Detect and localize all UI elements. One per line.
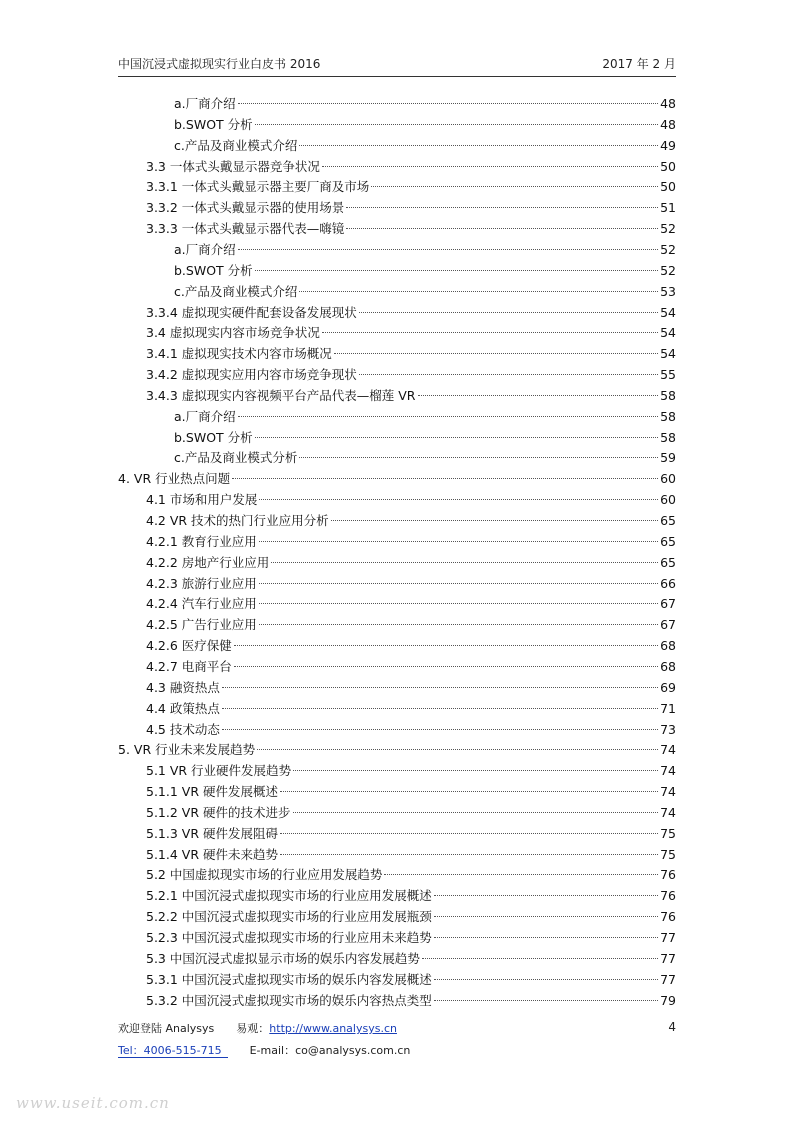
toc-entry-page: 54 [660, 304, 676, 320]
toc-entry-page: 75 [660, 825, 676, 841]
toc-entry[interactable] [146, 303, 676, 323]
toc-entry[interactable] [146, 991, 676, 1011]
toc-dot-leader [331, 520, 659, 521]
toc-dot-leader [299, 145, 658, 146]
toc-entry-page: 50 [660, 158, 676, 174]
toc-entry-page: 71 [660, 700, 676, 716]
toc-entry-title: 3.3.3 一体式头戴显示器代表—嗨镜 [146, 221, 345, 237]
toc-dot-leader [259, 603, 658, 604]
toc-dot-leader [299, 291, 658, 292]
toc-entry[interactable] [146, 511, 676, 531]
toc-entry-page: 52 [660, 221, 676, 237]
toc-entry-title: 5.2.1 中国沉浸式虚拟现实市场的行业应用发展概述 [146, 888, 432, 904]
toc-dot-leader [346, 207, 658, 208]
toc-entry[interactable] [146, 928, 676, 948]
toc-entry-page: 48 [660, 96, 676, 111]
toc-dot-leader [259, 499, 658, 500]
footer-line-2 [118, 1042, 410, 1058]
toc-entry[interactable] [146, 219, 676, 239]
toc-dot-leader [257, 749, 658, 750]
toc-entry[interactable] [146, 720, 676, 740]
toc-entry-title: a.厂商介绍 [174, 408, 236, 424]
toc-entry-page: 74 [660, 763, 676, 779]
toc-entry-page: 58 [660, 387, 676, 403]
toc-entry-title: 5.3 中国沉浸式虚拟显示市场的娱乐内容发展趋势 [146, 950, 420, 966]
toc-dot-leader [434, 937, 658, 938]
toc-entry-title: 4.2.3 旅游行业应用 [146, 575, 257, 591]
toc-entry-page: 65 [660, 513, 676, 528]
toc-entry[interactable] [146, 344, 676, 364]
toc-dot-leader [384, 874, 658, 875]
toc-dot-leader [293, 770, 658, 771]
toc-dot-leader [418, 395, 659, 396]
toc-entry-page: 48 [660, 116, 676, 132]
toc-dot-leader [434, 979, 658, 980]
toc-dot-leader [322, 166, 658, 167]
toc-entry-page: 53 [660, 283, 676, 299]
toc-entry-title: b.SWOT 分析 [174, 429, 253, 445]
toc-dot-leader [271, 562, 658, 563]
toc-entry[interactable] [174, 428, 676, 448]
toc-dot-leader [371, 186, 658, 187]
toc-entry[interactable] [118, 469, 676, 489]
toc-entry-title: 3.4.2 虚拟现实应用内容市场竞争现状 [146, 367, 357, 383]
toc-entry-title: 4.2.2 房地产行业应用 [146, 554, 270, 570]
toc-entry[interactable] [146, 574, 676, 594]
toc-dot-leader [299, 457, 658, 458]
toc-entry-title: 4.2.6 医疗保健 [146, 638, 232, 654]
toc-entry-page: 76 [660, 867, 676, 883]
toc-entry-title: 3.4.3 虚拟现实内容视频平台产品代表—榴莲 VR [146, 387, 416, 403]
toc-dot-leader [434, 916, 658, 917]
toc-dot-leader [346, 228, 658, 229]
toc-dot-leader [359, 312, 658, 313]
toc-dot-leader [222, 729, 658, 730]
toc-entry-title: 4.5 技术动态 [146, 721, 220, 737]
watermark: www.useit.com.cn [16, 1094, 170, 1112]
page-number: 4 [668, 1020, 676, 1034]
toc-entry-page: 66 [660, 575, 676, 591]
toc-entry[interactable] [146, 970, 676, 990]
toc-dot-leader [434, 895, 658, 896]
header-rule [118, 76, 676, 77]
page-header [118, 55, 676, 75]
toc-entry-page: 77 [660, 930, 676, 945]
toc-entry[interactable] [174, 261, 676, 281]
toc-entry[interactable] [146, 553, 676, 573]
toc-entry[interactable] [146, 157, 676, 177]
toc-entry[interactable] [174, 240, 676, 260]
toc-dot-leader [238, 103, 658, 104]
toc-entry-page: 55 [660, 367, 676, 383]
footer-line-1 [118, 1020, 397, 1036]
toc-entry-title: 4.1 市场和用户发展 [146, 492, 258, 508]
toc-entry-page: 75 [660, 846, 676, 862]
toc-entry[interactable] [146, 594, 676, 614]
document-title: 中国沉浸式虚拟现实行业白皮书 2016 [118, 57, 321, 71]
toc-entry-page: 65 [660, 554, 676, 570]
toc-entry[interactable] [174, 282, 676, 302]
toc-entry-page: 67 [660, 596, 676, 612]
toc-entry-title: 4.2.5 广告行业应用 [146, 617, 257, 633]
toc-entry[interactable] [146, 198, 676, 218]
toc-entry-title: c.产品及商业模式介绍 [174, 137, 298, 153]
toc-entry-title: a.厂商介绍 [174, 96, 236, 111]
toc-entry-title: 4. VR 行业热点问题 [118, 471, 231, 487]
toc-entry-page: 68 [660, 638, 676, 654]
toc-entry[interactable] [118, 740, 676, 760]
toc-entry-page: 58 [660, 408, 676, 424]
toc-entry-page: 76 [660, 888, 676, 904]
toc-entry[interactable] [146, 761, 676, 781]
toc-dot-leader [434, 1000, 658, 1001]
toc-dot-leader [280, 791, 658, 792]
toc-dot-leader [259, 624, 658, 625]
toc-entry-title: 5.1 VR 行业硬件发展趋势 [146, 763, 292, 779]
toc-entry-page: 74 [660, 742, 676, 758]
toc-entry[interactable] [146, 532, 676, 552]
toc-entry-title: 3.3 一体式头戴显示器竞争状况 [146, 158, 320, 174]
toc-entry-page: 73 [660, 721, 676, 737]
toc-entry-title: b.SWOT 分析 [174, 262, 253, 278]
toc-entry[interactable] [174, 94, 676, 114]
toc-dot-leader [238, 416, 658, 417]
toc-entry-title: 5.1.2 VR 硬件的技术进步 [146, 804, 291, 820]
footer-tel[interactable]: Tel：4006-515-715 [118, 1044, 228, 1058]
toc-entry-page: 74 [660, 804, 676, 820]
toc-entry[interactable] [174, 407, 676, 427]
toc-entry[interactable] [146, 657, 676, 677]
toc-entry[interactable] [146, 386, 676, 406]
toc-entry-page: 49 [660, 137, 676, 153]
toc-entry[interactable] [146, 907, 676, 927]
toc-entry-page: 65 [660, 533, 676, 549]
toc-entry-title: 5.1.3 VR 硬件发展阻碍 [146, 825, 278, 841]
toc-dot-leader [422, 958, 658, 959]
toc-entry-title: b.SWOT 分析 [174, 116, 253, 132]
toc-entry[interactable] [146, 865, 676, 885]
toc-dot-leader [234, 666, 658, 667]
toc-entry-title: c.产品及商业模式介绍 [174, 283, 298, 299]
toc-entry[interactable] [146, 678, 676, 698]
footer-email[interactable]: E-mail：co@analysys.com.cn [249, 1044, 411, 1057]
toc-entry-title: 5.3.1 中国沉浸式虚拟现实市场的娱乐内容发展概述 [146, 971, 432, 987]
toc-entry-page: 77 [660, 950, 676, 966]
toc-entry[interactable] [146, 615, 676, 635]
toc-entry-page: 59 [660, 450, 676, 466]
toc-entry-title: 5.1.4 VR 硬件未来趋势 [146, 846, 278, 862]
toc-entry[interactable] [146, 886, 676, 906]
toc-entry[interactable] [146, 636, 676, 656]
toc-dot-leader [334, 353, 658, 354]
toc-entry-title: a.厂商介绍 [174, 241, 236, 257]
toc-entry[interactable] [174, 136, 676, 156]
toc-entry-page: 58 [660, 429, 676, 445]
toc-dot-leader [255, 124, 658, 125]
toc-entry-title: 3.4 虚拟现实内容市场竞争状况 [146, 325, 320, 341]
toc-entry[interactable] [146, 824, 676, 844]
toc-entry[interactable] [146, 845, 676, 865]
toc-entry[interactable] [146, 949, 676, 969]
toc-entry-page: 69 [660, 679, 676, 695]
toc-dot-leader [238, 249, 658, 250]
toc-entry[interactable] [174, 448, 676, 468]
toc-entry[interactable] [146, 365, 676, 385]
toc-entry[interactable] [146, 782, 676, 802]
toc-entry-page: 67 [660, 617, 676, 633]
toc-entry-title: 5.2.3 中国沉浸式虚拟现实市场的行业应用未来趋势 [146, 930, 432, 945]
toc-entry-title: 5.1.1 VR 硬件发展概述 [146, 784, 278, 800]
toc-entry-page: 77 [660, 971, 676, 987]
toc-entry-title: 5.3.2 中国沉浸式虚拟现实市场的娱乐内容热点类型 [146, 992, 432, 1008]
toc-dot-leader [232, 478, 658, 479]
toc-entry-page: 54 [660, 325, 676, 341]
toc-entry-page: 52 [660, 241, 676, 257]
toc-entry[interactable] [146, 803, 676, 823]
footer-website-link[interactable]: http://www.analysys.cn [269, 1022, 397, 1035]
toc-entry-title: 4.3 融资热点 [146, 679, 220, 695]
toc-entry-title: 4.2.7 电商平台 [146, 658, 232, 674]
toc-entry-title: 3.3.2 一体式头戴显示器的使用场景 [146, 200, 345, 216]
toc-dot-leader [255, 437, 658, 438]
footer-yiguan-label: 易观： [236, 1022, 270, 1035]
toc-entry-page: 76 [660, 909, 676, 925]
toc-entry-title: 4.2.4 汽车行业应用 [146, 596, 257, 612]
toc-dot-leader [222, 687, 658, 688]
toc-dot-leader [259, 541, 658, 542]
toc-dot-leader [255, 270, 658, 271]
toc-entry[interactable] [146, 699, 676, 719]
toc-entry-page: 54 [660, 346, 676, 362]
toc-dot-leader [322, 332, 658, 333]
toc-dot-leader [259, 583, 658, 584]
toc-entry-title: 3.3.1 一体式头戴显示器主要厂商及市场 [146, 179, 370, 195]
toc-entry-title: 4.2.1 教育行业应用 [146, 533, 257, 549]
toc-entry-title: 5. VR 行业未来发展趋势 [118, 742, 256, 758]
toc-entry-title: 3.4.1 虚拟现实技术内容市场概况 [146, 346, 332, 362]
toc-entry-page: 50 [660, 179, 676, 195]
toc-entry-page: 74 [660, 784, 676, 800]
toc-entry-page: 52 [660, 262, 676, 278]
toc-entry-page: 79 [660, 992, 676, 1008]
toc-entry[interactable] [146, 323, 676, 343]
toc-dot-leader [280, 854, 658, 855]
toc-entry-title: 5.2.2 中国沉浸式虚拟现实市场的行业应用发展瓶颈 [146, 909, 432, 925]
toc-entry-page: 60 [660, 471, 676, 487]
toc-entry-title: 4.2 VR 技术的热门行业应用分析 [146, 513, 329, 528]
toc-dot-leader [234, 645, 658, 646]
toc-dot-leader [293, 812, 659, 813]
toc-entry-page: 68 [660, 658, 676, 674]
toc-entry-title: c.产品及商业模式分析 [174, 450, 298, 466]
toc-entry-page: 60 [660, 492, 676, 508]
toc-entry[interactable] [146, 490, 676, 510]
toc-entry[interactable] [174, 115, 676, 135]
toc-dot-leader [359, 374, 658, 375]
toc-entry-title: 3.3.4 虚拟现实硬件配套设备发展现状 [146, 304, 357, 320]
footer-welcome: 欢迎登陆 Analysys [118, 1022, 215, 1035]
toc-dot-leader [280, 833, 658, 834]
document-date: 2017 年 2 月 [602, 57, 676, 71]
toc-entry[interactable] [146, 177, 676, 197]
toc-entry-title: 5.2 中国虚拟现实市场的行业应用发展趋势 [146, 867, 383, 883]
toc-dot-leader [222, 708, 658, 709]
toc-entry-page: 51 [660, 200, 676, 216]
toc-entry-title: 4.4 政策热点 [146, 700, 220, 716]
